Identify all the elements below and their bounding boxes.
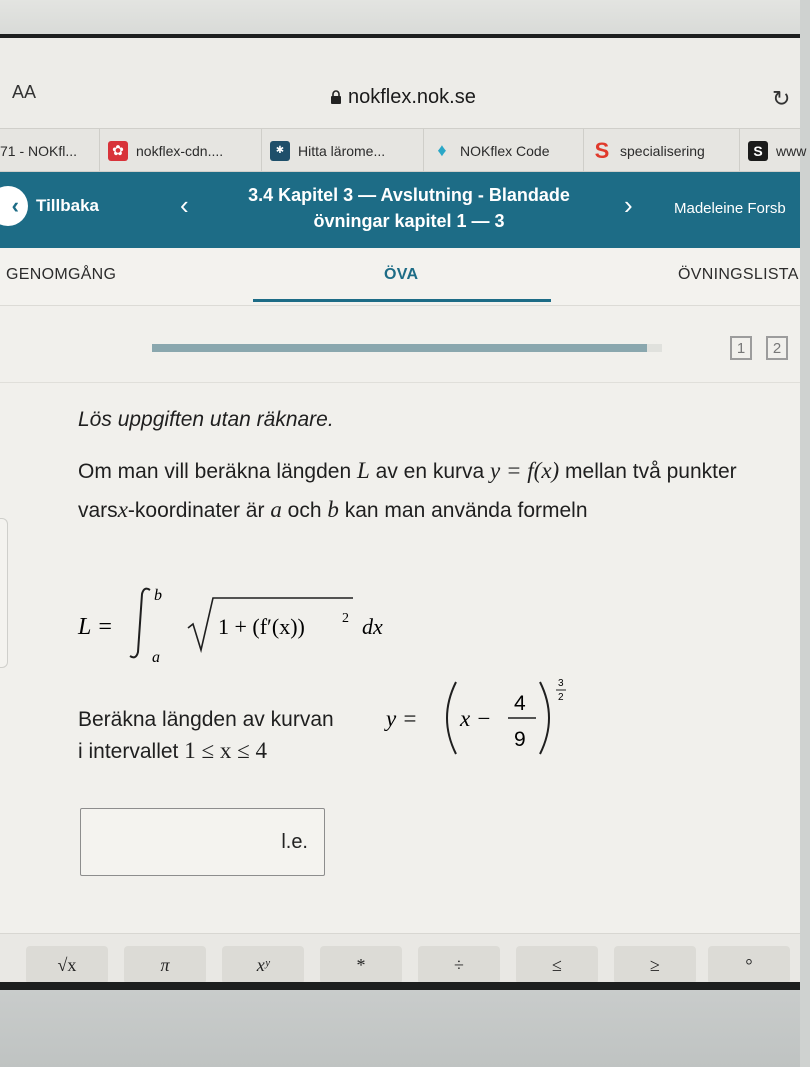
math-expression: y = f(x) bbox=[490, 458, 560, 483]
exercise-body bbox=[78, 398, 788, 530]
exponent-denominator: 2 bbox=[558, 692, 564, 703]
right-paren bbox=[540, 682, 549, 754]
math-keypad bbox=[0, 933, 800, 986]
intro-text: Om man vill beräkna längden bbox=[78, 460, 352, 483]
integral-sign bbox=[130, 589, 150, 658]
desk-background bbox=[0, 990, 800, 1067]
intro-text: och bbox=[287, 499, 322, 522]
key-degree[interactable]: ° bbox=[708, 946, 790, 984]
key-greater-equal[interactable]: ≥ bbox=[614, 946, 696, 984]
curve-y: y = bbox=[386, 706, 418, 731]
tab-ova[interactable]: ÖVA bbox=[384, 266, 419, 283]
math-var: a bbox=[270, 497, 282, 522]
fraction-denominator: 9 bbox=[514, 728, 526, 751]
text-size-label: AA bbox=[12, 82, 37, 102]
key-sqrt[interactable]: √x bbox=[26, 946, 108, 984]
intro-text: kan man använda formeln bbox=[344, 499, 588, 522]
browser-tab[interactable] bbox=[0, 129, 100, 172]
browser-tab-label: 71 - NOKfl... bbox=[0, 142, 78, 159]
fraction-numerator: 4 bbox=[514, 692, 526, 715]
radicand-exponent: 2 bbox=[342, 611, 349, 626]
intro-text: mellan två punkter vars bbox=[78, 460, 737, 522]
back-button[interactable]: Tillbaka bbox=[36, 196, 99, 215]
answer-unit-label: l.e. bbox=[281, 831, 308, 853]
url-text: nokflex.nok.se bbox=[348, 86, 476, 108]
blue-badge-icon: ✱ bbox=[270, 141, 290, 161]
lock-icon bbox=[330, 90, 342, 104]
key-multiply[interactable]: * bbox=[320, 946, 402, 984]
integral-upper-limit: b bbox=[154, 587, 162, 604]
curve-x: x − bbox=[460, 706, 492, 731]
key-divide[interactable]: ÷ bbox=[418, 946, 500, 984]
integral-lower-limit: a bbox=[152, 649, 160, 666]
radicand: 1 + (f′(x)) bbox=[218, 614, 305, 639]
url-field[interactable] bbox=[330, 86, 476, 109]
browser-tab-label: specialisering bbox=[620, 142, 705, 159]
next-chapter-button[interactable]: › bbox=[624, 190, 633, 220]
curve-text: Beräkna längden av kurvan bbox=[78, 708, 334, 731]
interval-line bbox=[78, 738, 267, 764]
side-panel-handle[interactable] bbox=[0, 518, 8, 668]
browser-tab-bar bbox=[0, 128, 807, 172]
mode-tabs bbox=[0, 248, 800, 306]
interval-expression: 1 ≤ x ≤ 4 bbox=[184, 738, 267, 763]
intro-text: -koordinater är bbox=[127, 499, 265, 522]
page-button-2[interactable]: 2 bbox=[766, 336, 788, 360]
progress-bar bbox=[152, 344, 662, 352]
chapter-navbar bbox=[0, 172, 800, 248]
s-dark-icon: S bbox=[748, 141, 768, 161]
browser-tab-label: Hitta lärome... bbox=[298, 142, 386, 159]
chapter-title: 3.4 Kapitel 3 — Avslutning - Blandade övningar kapitel 1 — 3 bbox=[248, 185, 570, 231]
key-power[interactable]: xʸ bbox=[222, 946, 304, 984]
red-badge-icon: ✿ bbox=[108, 141, 128, 161]
answer-input[interactable] bbox=[80, 808, 325, 876]
reload-icon[interactable]: ↻ bbox=[772, 86, 791, 111]
formula-lhs: L = bbox=[78, 614, 114, 640]
diamond-icon: ♦ bbox=[437, 140, 447, 160]
browser-tab[interactable] bbox=[740, 129, 810, 172]
browser-tab-label: NOKflex Code bbox=[460, 142, 550, 159]
intro-paragraph bbox=[78, 452, 788, 530]
progress-fill bbox=[152, 344, 647, 352]
browser-tab-label: www bbox=[776, 142, 807, 159]
active-tab-indicator bbox=[253, 299, 551, 302]
browser-tab[interactable] bbox=[262, 129, 424, 172]
key-pi[interactable]: π bbox=[124, 946, 206, 984]
browser-tab-label: nokflex-cdn.... bbox=[136, 142, 224, 159]
back-icon[interactable]: ‹ bbox=[0, 186, 28, 226]
browser-tab[interactable] bbox=[424, 129, 584, 172]
math-var: L bbox=[357, 458, 370, 483]
tab-genomgang[interactable]: GENOMGÅNG bbox=[6, 266, 117, 283]
tab-ovningslista[interactable]: ÖVNINGSLISTA bbox=[678, 266, 799, 283]
browser-tab[interactable] bbox=[584, 129, 740, 172]
previous-chapter-button[interactable]: ‹ bbox=[180, 190, 189, 220]
s-logo-icon: S bbox=[594, 137, 610, 163]
interval-text: i intervallet bbox=[78, 740, 179, 763]
device-bezel-bottom bbox=[0, 982, 800, 990]
instruction-text: Lös uppgiften utan räknare. bbox=[78, 408, 334, 431]
math-var: x bbox=[117, 497, 128, 522]
text-size-button[interactable] bbox=[12, 82, 36, 103]
tablet-screen bbox=[0, 38, 807, 986]
address-bar bbox=[0, 38, 800, 128]
divider bbox=[0, 382, 800, 383]
page-button-1[interactable]: 1 bbox=[730, 336, 752, 360]
exponent-numerator: 3 bbox=[558, 678, 564, 689]
left-paren bbox=[447, 682, 456, 754]
intro-text: av en kurva bbox=[375, 460, 485, 483]
user-name[interactable]: Madeleine Forsb bbox=[674, 200, 786, 217]
arc-length-formula bbox=[78, 578, 438, 668]
math-var: b bbox=[327, 497, 339, 522]
key-less-equal[interactable]: ≤ bbox=[516, 946, 598, 984]
formula-dx: dx bbox=[362, 614, 383, 639]
browser-tab[interactable] bbox=[100, 129, 262, 172]
